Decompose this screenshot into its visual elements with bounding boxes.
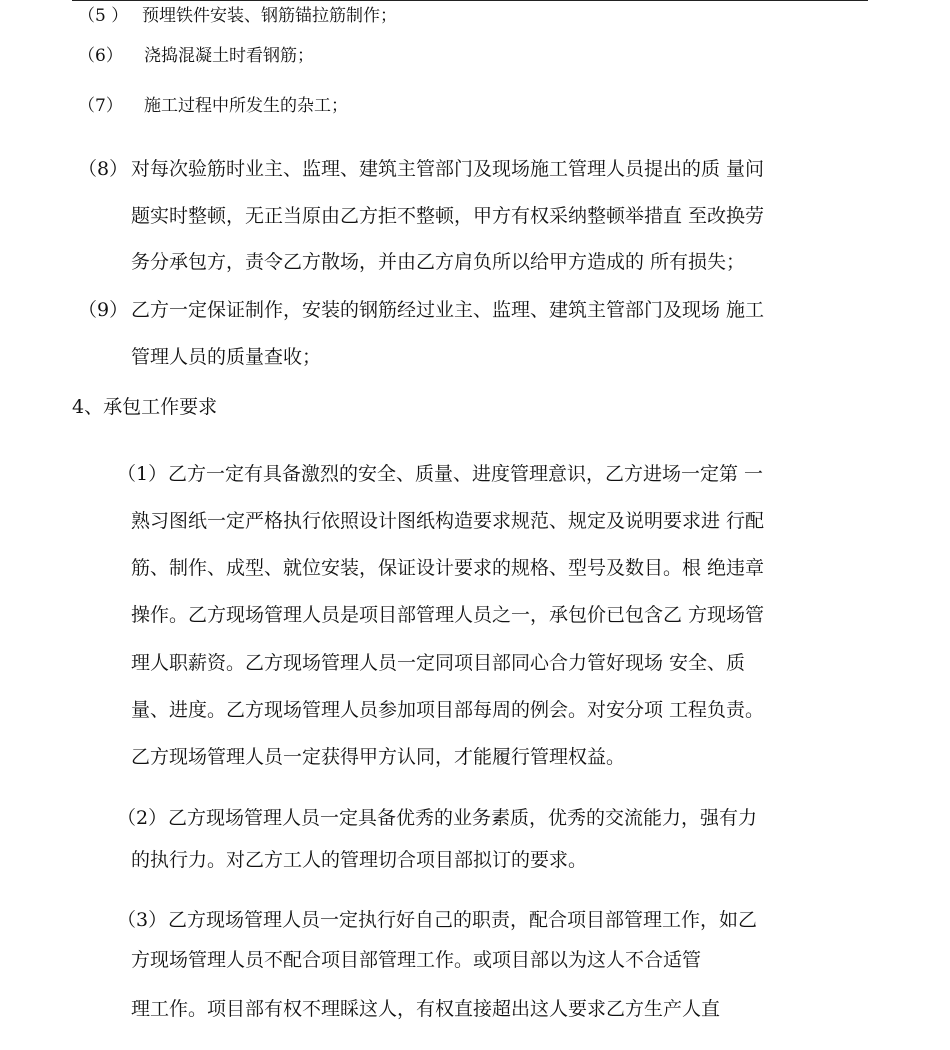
item9-marker: （9） [78,299,129,321]
list-item-marker: （6） [78,46,123,66]
req1-line-4: 操作。乙方现场管理人员是项目部管理人员之一，承包价已包含乙 方现场管 [131,604,765,626]
item8-line-3: 务分承包方，责令乙方散场，并由乙方肩负所以给甲方造成的 所有损失； [131,251,746,273]
req3-line-1: 乙方现场管理人员一定执行好自己的职责，配合项目部管理工作，如乙 [168,909,758,931]
req1-line-2: 熟习图纸一定严格执行依照设计图纸构造要求规范、规定及说明要求进 行配 [131,510,765,532]
req2-line-2: 的执行力。对乙方工人的管理切合项目部拟订的要求。 [131,849,588,871]
page-top-rule [72,0,868,1]
req2-marker: （2） [117,807,168,829]
list-item-marker: （7） [78,96,123,116]
req3-line-2: 方现场管理人员不配合项目部管理工作。或项目部以为这人不合适管 [131,949,702,971]
item8-line-1: 对每次验筋时业主、监理、建筑主管部门及现场施工管理人员提出的质 量问 [131,158,765,180]
item8-marker: （8） [78,158,129,180]
req1-line-5: 理人职薪资。乙方现场管理人员一定同项目部同心合力管好现场 安全、质 [131,652,746,674]
req1-line-1: 乙方一定有具备激烈的安全、质量、进度管理意识，乙方进场一定第 一 [168,463,764,485]
req1-line-7: 乙方现场管理人员一定获得甲方认同，才能履行管理权益。 [131,746,626,768]
item9-line-1: 乙方一定保证制作，安装的钢筋经过业主、监理、建筑主管部门及现场 施工 [131,299,765,321]
list-item-text: 预埋铁件安装、钢筋锚拉筋制作； [142,6,397,26]
section-heading: 4、承包工作要求 [72,396,218,418]
req1-line-3: 筋、制作、成型、就位安装，保证设计要求的规格、型号及数目。根 绝违章 [131,557,765,579]
list-item-text: 施工过程中所发生的杂工； [144,96,348,116]
req1-marker: （1） [117,463,168,485]
req1-line-6: 量、进度。乙方现场管理人员参加项目部每周的例会。对安分项 工程负责。 [131,699,765,721]
list-item [78,94,348,118]
req2-line-1: 乙方现场管理人员一定具备优秀的业务素质，优秀的交流能力，强有力 [168,807,758,829]
list-item [78,4,397,28]
list-item-marker: （5 ） [78,6,129,26]
item9-line-2: 管理人员的质量查收； [131,346,322,368]
req3-line-3: 理工作。项目部有权不理睬这人，有权直接超出这人要求乙方生产人直 [131,998,721,1020]
req3-marker: （3） [117,909,168,931]
item8-line-2: 题实时整顿，无正当原由乙方拒不整顿，甲方有权采纳整顿举措直 至改换劳 [131,205,765,227]
list-item-text: 浇捣混凝土时看钢筋； [144,46,314,66]
list-item [78,44,314,68]
